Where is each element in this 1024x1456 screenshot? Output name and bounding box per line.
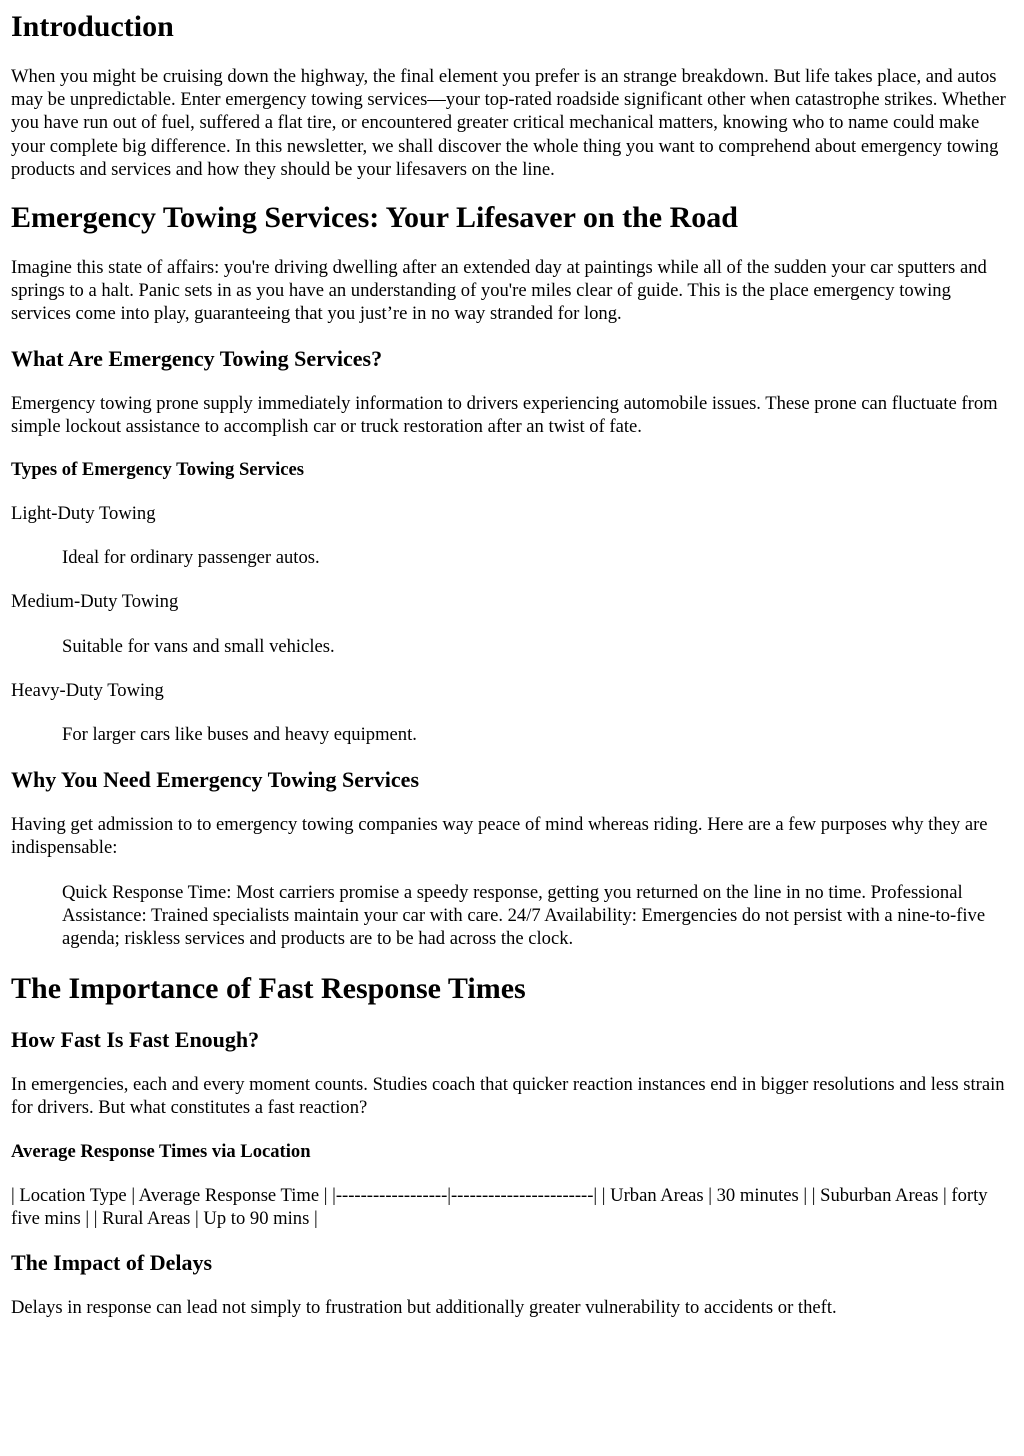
why-paragraph: Having get admission to to emergency towing companies way peace of mind whereas riding. Here are a few purposes why they are indispensable: xyxy=(11,814,988,859)
why-quote: Quick Response Time: Most carriers promise a speedy response, getting you returned on the line in no time. Professional Assistance: Trained specialists maintain your car with care. 24/7 Availability: Emergencies do not persist with a nine-to-five agenda; riskless services and products are to be had across the clock. xyxy=(62,881,986,950)
what-are-paragraph: Emergency towing prone supply immediately information to drivers experiencing automobile issues. These prone can fluctuate from simple lockout assistance to accomplish car or truck restoration after an twist of fate. xyxy=(11,392,998,437)
type-term: Light-Duty Towing xyxy=(11,503,156,525)
types-list xyxy=(11,502,1014,746)
fast-heading: The Importance of Fast Response Times xyxy=(11,972,526,1006)
delays-heading: The Impact of Delays xyxy=(11,1250,213,1276)
type-term: Medium-Duty Towing xyxy=(11,591,179,613)
lifesaver-heading: Emergency Towing Services: Your Lifesaver on the Road xyxy=(11,201,738,235)
type-description: Suitable for vans and small vehicles. xyxy=(62,635,335,657)
intro-heading: Introduction xyxy=(11,10,174,43)
type-description: Ideal for ordinary passenger autos. xyxy=(62,547,320,569)
lifesaver-paragraph: Imagine this state of affairs: you're driving dwelling after an extended day at paintings while all of the sudden your car sputters and springs to a halt. Panic sets in as you have an understanding of you're miles clear of guide. This is the place emergency towing services come into play, guaranteeing that you just’re in no way stranded for long. xyxy=(11,257,987,325)
article xyxy=(0,10,1024,1319)
types-heading: Types of Emergency Towing Services xyxy=(11,459,305,481)
delays-paragraph: Delays in response can lead not simply to frustration but additionally greater vulnerability to accidents or theft. xyxy=(11,1297,837,1319)
type-description: For larger cars like buses and heavy equipment. xyxy=(62,724,417,746)
how-fast-paragraph: In emergencies, each and every moment counts. Studies coach that quicker reaction instances end in bigger resolutions and less strain for drivers. But what constitutes a fast reaction? xyxy=(11,1074,1005,1119)
avg-heading: Average Response Times via Location xyxy=(11,1140,311,1162)
avg-table-text: | Location Type | Average Response Time | |------------------|-----------------------| | Urban Areas | 30 minutes | | Suburban Areas | forty five mins | | Rural Areas | Up to 90 mins | xyxy=(11,1184,988,1229)
how-fast-heading: How Fast Is Fast Enough? xyxy=(11,1027,260,1053)
why-heading: Why You Need Emergency Towing Services xyxy=(11,767,420,793)
type-term: Heavy-Duty Towing xyxy=(11,679,164,701)
intro-paragraph: When you might be cruising down the highway, the final element you prefer is an strange breakdown. But life takes place, and autos may be unpredictable. Enter emergency towing services—your top-rated roadside significant other when catastrophe strikes. Whether you have run out of fuel, suffered a flat tire, or encountered greater critical mechanical matters, knowing who to name could make your complete big difference. In this newsletter, we shall discover the whole thing you want to comprehend about emergency towing products and services and how they should be your lifesavers on the line. xyxy=(11,66,1006,180)
what-are-heading: What Are Emergency Towing Services? xyxy=(11,345,383,371)
